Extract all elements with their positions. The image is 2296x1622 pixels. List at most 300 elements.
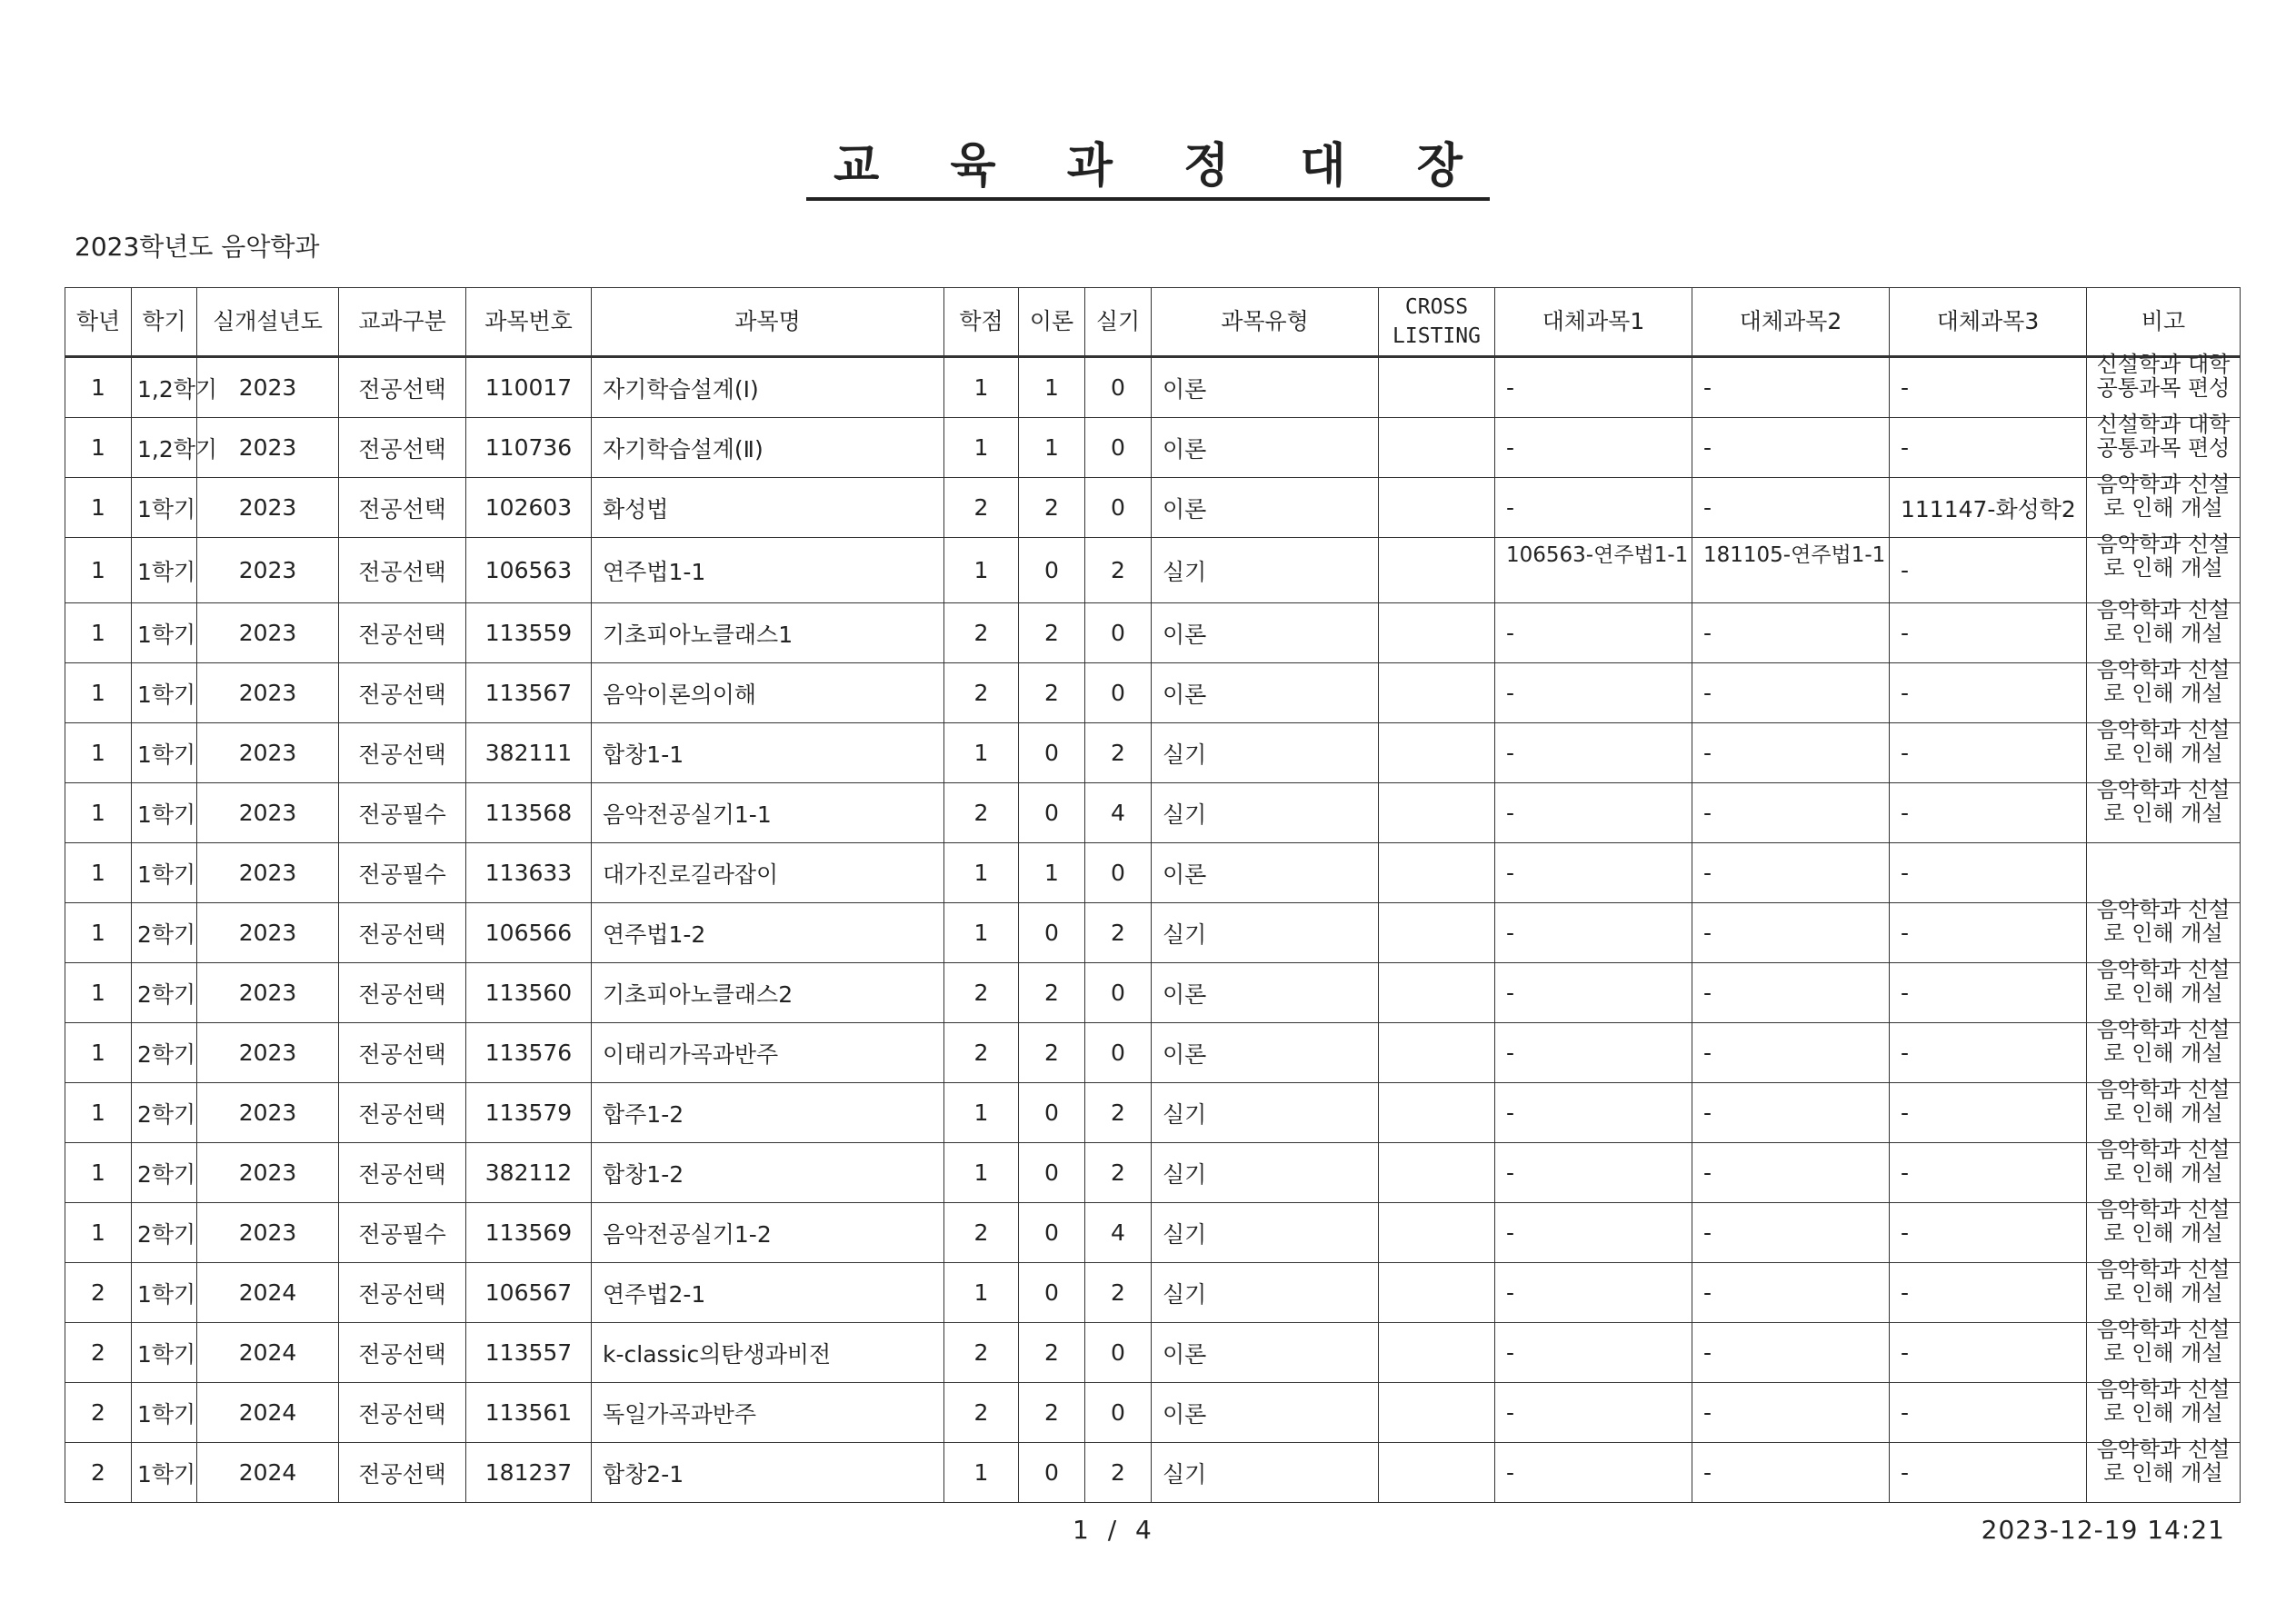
cell-type: 실기 [1152,903,1379,963]
cell-sub2: - [1692,1263,1890,1323]
cell-category: 전공선택 [339,663,466,723]
cell-cross-listing [1379,357,1495,418]
cell-grade: 2 [65,1263,132,1323]
header-year: 실개설년도 [197,288,339,357]
cell-sub2: - [1692,963,1890,1023]
cell-code: 113569 [466,1203,592,1263]
table-row [65,843,2241,903]
cell-grade: 1 [65,663,132,723]
cell-sub3: - [1890,1263,2087,1323]
cell-note [2087,1017,2241,1083]
cell-sub3: - [1890,663,2087,723]
cell-type: 이론 [1152,357,1379,418]
cell-grade: 1 [65,603,132,663]
note-text: 음악학과 신설로 인해 개설 [2096,717,2231,766]
cell-sub1: - [1495,723,1692,783]
cell-theory: 0 [1019,723,1085,783]
cell-cross-listing [1379,1443,1495,1503]
cell-type: 이론 [1152,418,1379,478]
table-row [65,723,2241,783]
table-body [65,352,2241,1503]
cell-code: 110736 [466,418,592,478]
cell-note [2087,957,2241,1023]
cell-practice: 4 [1085,783,1152,843]
cell-credit: 1 [944,723,1019,783]
cell-practice: 4 [1085,1203,1152,1263]
cell-year: 2023 [197,1083,339,1143]
cell-code: 113557 [466,1323,592,1383]
cell-category: 전공필수 [339,783,466,843]
cell-cross-listing [1379,1143,1495,1203]
note-text: 음악학과 신설로 인해 개설 [2096,1197,2231,1246]
cell-code: 113576 [466,1023,592,1083]
cell-sub1: - [1495,1263,1692,1323]
cell-credit: 2 [944,478,1019,538]
cell-cross-listing [1379,1263,1495,1323]
cell-type: 실기 [1152,1203,1379,1263]
table-row [65,538,2241,603]
cell-theory: 0 [1019,538,1085,603]
cell-sub2: - [1692,478,1890,538]
cell-credit: 1 [944,1143,1019,1203]
cell-theory: 2 [1019,663,1085,723]
cell-term: 1학기 [132,603,197,663]
cell-type: 이론 [1152,1023,1379,1083]
table-row [65,1023,2241,1083]
cell-type: 이론 [1152,478,1379,538]
cell-course-name: 자기학습설계(Ⅰ) [592,357,944,418]
note-text: 음악학과 신설로 인해 개설 [2096,957,2231,1006]
cell-cross-listing [1379,783,1495,843]
cell-course-name: 화성법 [592,478,944,538]
cell-year: 2023 [197,843,339,903]
cell-grade: 1 [65,357,132,418]
cell-term: 1학기 [132,1383,197,1443]
cell-grade: 2 [65,1323,132,1383]
cell-category: 전공선택 [339,1323,466,1383]
cell-grade: 2 [65,1383,132,1443]
cell-grade: 1 [65,478,132,538]
cell-sub3: - [1890,963,2087,1023]
cell-grade: 1 [65,418,132,478]
cell-year: 2023 [197,538,339,603]
cell-term: 1학기 [132,1443,197,1503]
cell-sub3: - [1890,1203,2087,1263]
cell-sub3: - [1890,903,2087,963]
cell-code: 113561 [466,1383,592,1443]
cell-sub1: - [1495,1323,1692,1383]
cell-theory: 1 [1019,357,1085,418]
cell-note [2087,532,2241,603]
cell-sub2: - [1692,903,1890,963]
cell-code: 113560 [466,963,592,1023]
cell-course-name: 음악이론의이해 [592,663,944,723]
cell-cross-listing [1379,1323,1495,1383]
cell-sub3: - [1890,783,2087,843]
header-row [65,288,2241,357]
cell-practice: 2 [1085,1143,1152,1203]
cell-practice: 0 [1085,1323,1152,1383]
cell-cross-listing [1379,603,1495,663]
page-number: 1 / 4 [1073,1515,1157,1545]
cell-grade: 1 [65,538,132,603]
cell-year: 2023 [197,357,339,418]
cell-sub2: - [1692,843,1890,903]
cell-note [2087,352,2241,418]
cell-practice: 0 [1085,603,1152,663]
cell-code: 113559 [466,603,592,663]
note-text: 음악학과 신설로 인해 개설 [2096,597,2231,646]
cell-sub3: - [1890,723,2087,783]
cell-year: 2024 [197,1383,339,1443]
cell-sub1: 106563-연주법1-1 [1495,538,1692,603]
cell-code: 106563 [466,538,592,603]
document-title [0,127,2296,195]
cell-cross-listing [1379,538,1495,603]
table-row [65,903,2241,963]
cell-type: 실기 [1152,1443,1379,1503]
cell-credit: 1 [944,538,1019,603]
cell-year: 2024 [197,1263,339,1323]
cell-note [2087,597,2241,663]
cell-note [2087,1077,2241,1143]
document-subtitle: 2023학년도 음악학과 [75,232,320,262]
cell-term: 1학기 [132,843,197,903]
cell-sub1: - [1495,603,1692,663]
cell-credit: 2 [944,1383,1019,1443]
curriculum-table [65,287,2241,1503]
note-text: 음악학과 신설로 인해 개설 [2096,1017,2231,1066]
cell-term: 1학기 [132,723,197,783]
cell-code: 106566 [466,903,592,963]
cell-sub3: - [1890,1443,2087,1503]
table-row [65,1323,2241,1383]
cell-sub2: - [1692,1383,1890,1443]
table-row [65,1143,2241,1203]
table-row [65,478,2241,538]
cell-note [2087,1377,2241,1443]
cell-code: 382112 [466,1143,592,1203]
header-cross-listing: CROSS LISTING [1379,288,1495,357]
cell-sub2: - [1692,1203,1890,1263]
cell-sub2: - [1692,723,1890,783]
cell-term: 2학기 [132,963,197,1023]
cell-course-name: 기초피아노클래스1 [592,603,944,663]
table-row [65,1203,2241,1263]
cell-sub1: - [1495,1383,1692,1443]
cell-category: 전공선택 [339,538,466,603]
cell-practice: 2 [1085,1443,1152,1503]
cell-year: 2023 [197,603,339,663]
cell-year: 2023 [197,1203,339,1263]
cell-cross-listing [1379,1023,1495,1083]
cell-practice: 0 [1085,843,1152,903]
cell-credit: 1 [944,843,1019,903]
cell-sub1: - [1495,357,1692,418]
cell-type: 이론 [1152,603,1379,663]
cell-sub1: - [1495,1083,1692,1143]
cell-course-name: k-classic의탄생과비전 [592,1323,944,1383]
cell-theory: 0 [1019,1443,1085,1503]
cell-category: 전공선택 [339,1263,466,1323]
cell-note [2087,1257,2241,1323]
document-title-text: 교 육 과 정 대 장 [806,139,1490,201]
cell-practice: 2 [1085,1263,1152,1323]
cell-practice: 0 [1085,478,1152,538]
cell-sub3: - [1890,538,2087,603]
cell-sub2: - [1692,1023,1890,1083]
cell-category: 전공선택 [339,1443,466,1503]
cell-category: 전공선택 [339,1083,466,1143]
cell-year: 2023 [197,963,339,1023]
note-text: 음악학과 신설로 인해 개설 [2096,472,2231,521]
cell-sub2: - [1692,1083,1890,1143]
cell-note [2087,1137,2241,1203]
cell-term: 2학기 [132,1143,197,1203]
cell-theory: 2 [1019,1383,1085,1443]
cell-theory: 2 [1019,1323,1085,1383]
cell-sub3: - [1890,418,2087,478]
cell-sub2: - [1692,1323,1890,1383]
cell-type: 이론 [1152,843,1379,903]
header-theory: 이론 [1019,288,1085,357]
cell-sub2: - [1692,783,1890,843]
cell-theory: 2 [1019,963,1085,1023]
cell-type: 실기 [1152,723,1379,783]
cell-sub3: - [1890,1383,2087,1443]
table-row [65,663,2241,723]
note-text: 음악학과 신설로 인해 개설 [2096,1137,2231,1186]
cell-grade: 1 [65,1203,132,1263]
cell-credit: 1 [944,357,1019,418]
cell-practice: 2 [1085,903,1152,963]
cell-sub3: 111147-화성학2 [1890,478,2087,538]
cell-cross-listing [1379,663,1495,723]
note-text: 신설학과 대학공통과목 편성 [2096,352,2231,401]
table-row [65,357,2241,418]
cell-sub1: - [1495,963,1692,1023]
cell-category: 전공선택 [339,357,466,418]
cell-course-name: 합창2-1 [592,1443,944,1503]
cell-course-name: 대가진로길라잡이 [592,843,944,903]
header-credit: 학점 [944,288,1019,357]
cell-grade: 2 [65,1443,132,1503]
cell-course-name: 음악전공실기1-1 [592,783,944,843]
cell-theory: 2 [1019,603,1085,663]
cell-course-name: 연주법2-1 [592,1263,944,1323]
note-text: 신설학과 대학공통과목 편성 [2096,412,2231,461]
cell-year: 2023 [197,723,339,783]
cell-category: 전공선택 [339,478,466,538]
cell-note [2087,472,2241,538]
cell-term: 1학기 [132,478,197,538]
cell-note [2087,1317,2241,1383]
cell-theory: 1 [1019,843,1085,903]
cell-grade: 1 [65,1143,132,1203]
cell-credit: 1 [944,903,1019,963]
cell-category: 전공필수 [339,1203,466,1263]
cell-course-name: 독일가곡과반주 [592,1383,944,1443]
cell-category: 전공선택 [339,1383,466,1443]
header-term: 학기 [132,288,197,357]
cell-sub2: 181105-연주법1-1 [1692,538,1890,603]
cell-sub3: - [1890,357,2087,418]
cell-grade: 1 [65,723,132,783]
cell-category: 전공선택 [339,723,466,783]
table-row [65,603,2241,663]
table-row [65,1443,2241,1503]
cell-note [2087,717,2241,783]
cell-category: 전공필수 [339,843,466,903]
cell-grade: 1 [65,1023,132,1083]
note-text: 음악학과 신설로 인해 개설 [2096,1077,2231,1126]
cell-type: 이론 [1152,1323,1379,1383]
cell-term: 1학기 [132,1263,197,1323]
cell-practice: 0 [1085,1383,1152,1443]
cell-type: 이론 [1152,963,1379,1023]
cell-cross-listing [1379,478,1495,538]
cell-sub1: - [1495,1143,1692,1203]
cell-theory: 1 [1019,418,1085,478]
note-text: 음악학과 신설로 인해 개설 [2096,897,2231,946]
note-text: 음악학과 신설로 인해 개설 [2096,657,2231,706]
header-name: 과목명 [592,288,944,357]
cell-credit: 2 [944,783,1019,843]
cell-year: 2023 [197,663,339,723]
cell-code: 102603 [466,478,592,538]
cell-term: 2학기 [132,1083,197,1143]
cell-term: 2학기 [132,1203,197,1263]
cell-credit: 2 [944,1203,1019,1263]
table-row [65,418,2241,478]
cell-category: 전공선택 [339,418,466,478]
header-practice: 실기 [1085,288,1152,357]
cell-category: 전공선택 [339,603,466,663]
cell-grade: 1 [65,843,132,903]
cell-category: 전공선택 [339,963,466,1023]
cell-type: 실기 [1152,783,1379,843]
cell-sub3: - [1890,603,2087,663]
cell-note [2087,897,2241,963]
cell-type: 실기 [1152,1263,1379,1323]
cell-type: 실기 [1152,1083,1379,1143]
cell-course-name: 이태리가곡과반주 [592,1023,944,1083]
cell-code: 113567 [466,663,592,723]
cell-practice: 0 [1085,1023,1152,1083]
cell-year: 2023 [197,903,339,963]
cell-practice: 2 [1085,1083,1152,1143]
cell-year: 2023 [197,783,339,843]
cell-code: 113579 [466,1083,592,1143]
cell-category: 전공선택 [339,1143,466,1203]
cell-year: 2023 [197,1143,339,1203]
cell-sub1: - [1495,663,1692,723]
table-row [65,1263,2241,1323]
cell-course-name: 음악전공실기1-2 [592,1203,944,1263]
cell-credit: 1 [944,1083,1019,1143]
cell-practice: 0 [1085,963,1152,1023]
cell-cross-listing [1379,903,1495,963]
note-text: 음악학과 신설로 인해 개설 [2096,1377,2231,1426]
header-type: 과목유형 [1152,288,1379,357]
cell-theory: 0 [1019,1143,1085,1203]
cell-note [2087,1197,2241,1263]
cell-note [2087,777,2241,843]
cell-type: 이론 [1152,1383,1379,1443]
header-sub3: 대체과목3 [1890,288,2087,357]
cell-theory: 0 [1019,783,1085,843]
table-row [65,963,2241,1023]
cell-practice: 2 [1085,538,1152,603]
cell-sub1: - [1495,1023,1692,1083]
cell-theory: 0 [1019,1263,1085,1323]
header-grade: 학년 [65,288,132,357]
cell-credit: 2 [944,663,1019,723]
cell-type: 실기 [1152,1143,1379,1203]
cell-term: 1학기 [132,1323,197,1383]
cell-sub2: - [1692,663,1890,723]
cell-cross-listing [1379,418,1495,478]
cell-term: 2학기 [132,903,197,963]
cell-sub1: - [1495,783,1692,843]
cell-grade: 1 [65,1083,132,1143]
note-text: 음악학과 신설로 인해 개설 [2096,1317,2231,1366]
header-sub2: 대체과목2 [1692,288,1890,357]
note-text: 음악학과 신설로 인해 개설 [2096,777,2231,826]
cell-credit: 2 [944,1323,1019,1383]
cell-sub2: - [1692,603,1890,663]
cell-credit: 1 [944,1263,1019,1323]
cell-sub1: - [1495,1443,1692,1503]
cell-sub3: - [1890,1083,2087,1143]
header-code: 과목번호 [466,288,592,357]
cell-cross-listing [1379,1083,1495,1143]
cell-cross-listing [1379,963,1495,1023]
cell-course-name: 자기학습설계(Ⅱ) [592,418,944,478]
print-datetime: 2023-12-19 14:21 [1981,1515,2225,1545]
cell-sub1: - [1495,903,1692,963]
cell-credit: 1 [944,418,1019,478]
cell-sub2: - [1692,1143,1890,1203]
cell-note [2087,1437,2241,1503]
cell-term: 1,2학기 [132,418,197,478]
cell-credit: 2 [944,963,1019,1023]
cell-sub2: - [1692,1443,1890,1503]
cell-term: 1학기 [132,663,197,723]
cell-code: 106567 [466,1263,592,1323]
cell-year: 2024 [197,1323,339,1383]
cell-theory: 2 [1019,1023,1085,1083]
cell-term: 1,2학기 [132,357,197,418]
cell-grade: 1 [65,903,132,963]
cell-practice: 0 [1085,357,1152,418]
cell-year: 2023 [197,1023,339,1083]
cell-theory: 0 [1019,1083,1085,1143]
cell-credit: 2 [944,603,1019,663]
cell-category: 전공선택 [339,1023,466,1083]
cell-course-name: 합창1-1 [592,723,944,783]
cell-type: 이론 [1152,663,1379,723]
cell-sub1: - [1495,843,1692,903]
cell-grade: 1 [65,783,132,843]
cell-cross-listing [1379,723,1495,783]
cell-sub1: - [1495,1203,1692,1263]
cell-course-name: 합창1-2 [592,1143,944,1203]
cell-code: 113633 [466,843,592,903]
cell-sub3: - [1890,843,2087,903]
note-text: 음악학과 신설로 인해 개설 [2096,532,2231,581]
cell-code: 181237 [466,1443,592,1503]
